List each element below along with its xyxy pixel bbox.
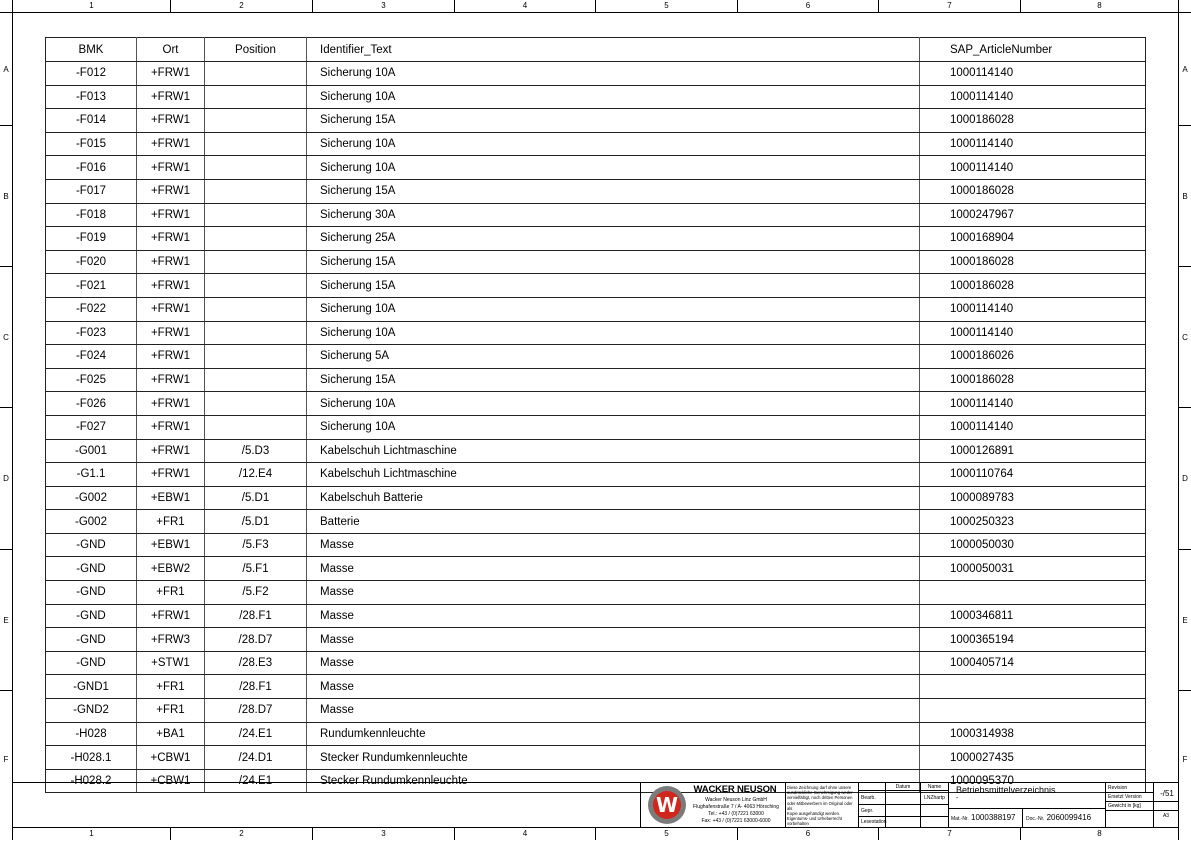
table-row <box>46 533 1146 557</box>
table-row <box>46 581 1146 605</box>
cell-sap-article-number: 1000114140 <box>920 321 1146 345</box>
cell-identifier-text: Masse <box>307 533 920 557</box>
cell-ort: +FRW1 <box>137 345 205 369</box>
cell-ort: +FRW1 <box>137 227 205 251</box>
table-row <box>46 179 1146 203</box>
ruler-row-f: F <box>0 690 12 828</box>
ruler-col-8: 8 <box>1020 0 1179 12</box>
title-block-rule <box>858 816 948 817</box>
cell-bmk: -G001 <box>46 439 137 463</box>
ruler-col-7: 7 <box>878 828 1020 840</box>
cell-bmk: -F022 <box>46 297 137 321</box>
cell-bmk: -F017 <box>46 179 137 203</box>
cell-identifier-text: Sicherung 5A <box>307 345 920 369</box>
cell-identifier-text: Masse <box>307 699 920 723</box>
bearb-name: LNZhartp <box>924 795 945 801</box>
cell-sap-article-number: 1000314938 <box>920 722 1146 746</box>
gewicht-label: Gewicht in [kg] <box>1108 803 1141 809</box>
company-fax: Fax: +43 / (0)7221 63000-6000 <box>701 818 771 824</box>
copyright-notice <box>787 785 859 827</box>
cell-bmk: -F025 <box>46 368 137 392</box>
ruler-col-6: 6 <box>737 0 878 12</box>
ruler-row-a: A <box>0 12 12 125</box>
cell-ort: +FRW1 <box>137 274 205 298</box>
cell-ort: +FRW3 <box>137 628 205 652</box>
copyright-line: Eigentums- und Urheberrecht vorbehalten <box>787 816 842 827</box>
table-row <box>46 203 1146 227</box>
cell-identifier-text: Masse <box>307 675 920 699</box>
cell-ort: +FRW1 <box>137 321 205 345</box>
table-row <box>46 274 1146 298</box>
cell-bmk: -H028.1 <box>46 746 137 770</box>
cell-position <box>205 392 307 416</box>
cell-bmk: -G1.1 <box>46 463 137 487</box>
cell-position: /5.D3 <box>205 439 307 463</box>
ruler-col-6: 6 <box>737 828 878 840</box>
company-address: Flughafenstraße 7 / A- 4063 Hörsching <box>693 804 779 810</box>
cell-identifier-text: Sicherung 10A <box>307 415 920 439</box>
copyright-line: vervielfältigt, noch dritten Personen <box>787 795 853 801</box>
material-number-value: 1000388197 <box>971 813 1016 822</box>
cell-bmk: -F015 <box>46 132 137 156</box>
ruler-col-3: 3 <box>312 0 454 12</box>
cell-sap-article-number <box>920 699 1146 723</box>
document-number-label: Doc.-Nr. <box>1026 816 1045 822</box>
row-ruler-left <box>0 12 12 828</box>
cell-ort: +EBW1 <box>137 486 205 510</box>
cell-sap-article-number: 1000250323 <box>920 510 1146 534</box>
table-row <box>46 227 1146 251</box>
ruler-row-e: E <box>1179 549 1191 690</box>
cell-bmk: -F014 <box>46 109 137 133</box>
ruler-col-8: 8 <box>1020 828 1179 840</box>
cell-bmk: -GND2 <box>46 699 137 723</box>
cell-position <box>205 179 307 203</box>
title-block-rule <box>1105 792 1153 793</box>
cell-ort: +FRW1 <box>137 85 205 109</box>
ruler-row-a: A <box>1179 12 1191 125</box>
cell-sap-article-number <box>920 581 1146 605</box>
cell-sap-article-number: 1000365194 <box>920 628 1146 652</box>
cell-position: /28.D7 <box>205 628 307 652</box>
header-identifier-text: Identifier_Text <box>307 38 920 62</box>
cell-ort: +FRW1 <box>137 109 205 133</box>
ruler-col-2: 2 <box>170 0 312 12</box>
cell-sap-article-number: 1000168904 <box>920 227 1146 251</box>
cell-position: /28.D7 <box>205 699 307 723</box>
table-row <box>46 368 1146 392</box>
cell-sap-article-number: 1000186028 <box>920 274 1146 298</box>
table-row <box>46 321 1146 345</box>
cell-position <box>205 203 307 227</box>
logo-letter: W <box>653 791 681 819</box>
cell-ort: +FRW1 <box>137 179 205 203</box>
cell-position <box>205 156 307 180</box>
cell-identifier-text: Kabelschuh Lichtmaschine <box>307 439 920 463</box>
cell-position <box>205 227 307 251</box>
cell-ort: +FRW1 <box>137 132 205 156</box>
ruler-col-5: 5 <box>595 828 737 840</box>
cell-position: /5.F1 <box>205 557 307 581</box>
document-number <box>1026 813 1091 822</box>
cell-position <box>205 250 307 274</box>
cell-bmk: -GND <box>46 557 137 581</box>
cell-identifier-text: Sicherung 10A <box>307 297 920 321</box>
cell-sap-article-number: 1000114140 <box>920 85 1146 109</box>
lesestation-label: Lesestation <box>861 819 887 825</box>
cell-bmk: -GND <box>46 651 137 675</box>
cell-ort: +FRW1 <box>137 463 205 487</box>
brand-name: WACKER NEUSON <box>693 784 777 795</box>
cell-ort: +FRW1 <box>137 368 205 392</box>
cell-sap-article-number: 1000186028 <box>920 179 1146 203</box>
table-header-row <box>46 38 1146 62</box>
sheet-number: -/51 <box>1160 789 1174 798</box>
cell-bmk: -F013 <box>46 85 137 109</box>
cell-bmk: -G002 <box>46 486 137 510</box>
datum-label: Datum <box>895 784 911 790</box>
cell-sap-article-number: 1000089783 <box>920 486 1146 510</box>
cell-ort: +FRW1 <box>137 203 205 227</box>
cell-sap-article-number: 1000186028 <box>920 109 1146 133</box>
cell-ort: +FRW1 <box>137 392 205 416</box>
table-row <box>46 604 1146 628</box>
cell-bmk: -F023 <box>46 321 137 345</box>
title-block-divider <box>1022 808 1023 828</box>
cell-bmk: -GND <box>46 581 137 605</box>
table-row <box>46 675 1146 699</box>
ruler-col-5: 5 <box>595 0 737 12</box>
copyright-line: Kopie ausgehändigt werden. <box>787 811 841 817</box>
cell-ort: +STW1 <box>137 651 205 675</box>
table-row <box>46 156 1146 180</box>
cell-bmk: -H028 <box>46 722 137 746</box>
cell-position <box>205 62 307 86</box>
document-number-value: 2060099416 <box>1046 813 1092 822</box>
cell-ort: +FRW1 <box>137 156 205 180</box>
ruler-row-b: B <box>1179 125 1191 266</box>
cell-identifier-text: Sicherung 15A <box>307 179 920 203</box>
cell-sap-article-number: 1000186026 <box>920 345 1146 369</box>
title-block-divider <box>785 782 786 828</box>
cell-bmk: -G002 <box>46 510 137 534</box>
cell-ort: +EBW1 <box>137 533 205 557</box>
cell-position: /28.F1 <box>205 675 307 699</box>
cell-position <box>205 132 307 156</box>
cell-position <box>205 345 307 369</box>
cell-identifier-text: Sicherung 10A <box>307 321 920 345</box>
cell-bmk: -GND <box>46 604 137 628</box>
cell-sap-article-number: 1000114140 <box>920 392 1146 416</box>
cell-position <box>205 415 307 439</box>
cell-sap-article-number: 1000126891 <box>920 439 1146 463</box>
cell-sap-article-number: 1000114140 <box>920 415 1146 439</box>
cell-identifier-text: Sicherung 15A <box>307 274 920 298</box>
cell-identifier-text: Masse <box>307 557 920 581</box>
cell-ort: +FRW1 <box>137 250 205 274</box>
cell-sap-article-number: 1000114140 <box>920 132 1146 156</box>
cell-identifier-text: Masse <box>307 604 920 628</box>
material-number <box>951 813 1016 822</box>
column-ruler-bottom <box>12 828 1179 840</box>
ruler-row-d: D <box>0 407 12 549</box>
cell-identifier-text: Batterie <box>307 510 920 534</box>
cell-identifier-text: Sicherung 10A <box>307 62 920 86</box>
row-ruler-right <box>1179 12 1191 828</box>
cell-bmk: -F012 <box>46 62 137 86</box>
ruler-col-2: 2 <box>170 828 312 840</box>
cell-bmk: -F018 <box>46 203 137 227</box>
table-row <box>46 297 1146 321</box>
table-row <box>46 722 1146 746</box>
title-block-top-rule <box>12 782 1179 783</box>
cell-ort: +BA1 <box>137 722 205 746</box>
cell-position <box>205 368 307 392</box>
table-row <box>46 109 1146 133</box>
cell-bmk: -F020 <box>46 250 137 274</box>
title-block-rule <box>1105 810 1179 811</box>
table-row <box>46 250 1146 274</box>
cell-position <box>205 85 307 109</box>
name-label: Name <box>927 784 942 790</box>
cell-position: /5.F2 <box>205 581 307 605</box>
cell-identifier-text: Masse <box>307 651 920 675</box>
cell-sap-article-number: 1000186028 <box>920 368 1146 392</box>
cell-ort: +FRW1 <box>137 415 205 439</box>
table-body <box>46 62 1146 796</box>
table-row <box>46 628 1146 652</box>
header-sap-article-number: SAP_ArticleNumber <box>920 38 1146 62</box>
cell-ort: +EBW2 <box>137 557 205 581</box>
cell-bmk: -F027 <box>46 415 137 439</box>
cell-identifier-text: Sicherung 10A <box>307 85 920 109</box>
title-block-divider <box>948 782 949 828</box>
cell-sap-article-number: 1000110764 <box>920 463 1146 487</box>
table-row <box>46 62 1146 86</box>
cell-identifier-text: Kabelschuh Lichtmaschine <box>307 463 920 487</box>
cell-sap-article-number: 1000027435 <box>920 746 1146 770</box>
title-block-rule <box>858 804 948 805</box>
copyright-line: ausdrückliche Genehmigung weder <box>787 790 853 796</box>
title-block-rule <box>858 790 948 791</box>
cell-identifier-text: Masse <box>307 581 920 605</box>
cell-ort: +FR1 <box>137 699 205 723</box>
cell-identifier-text: Stecker Rundumkennleuchte <box>307 746 920 770</box>
cell-position <box>205 109 307 133</box>
ruler-row-c: C <box>0 266 12 407</box>
cell-ort: +FR1 <box>137 510 205 534</box>
cell-ort: +FRW1 <box>137 439 205 463</box>
company-name: Wacker Neuson Linz GmbH <box>705 797 767 803</box>
table-row <box>46 651 1146 675</box>
ruler-col-1: 1 <box>12 0 170 12</box>
paper-format: A3 <box>1162 813 1170 819</box>
cell-position: /24.E1 <box>205 722 307 746</box>
ruler-row-b: B <box>0 125 12 266</box>
cell-bmk: -F021 <box>46 274 137 298</box>
cell-ort: +FRW1 <box>137 604 205 628</box>
cell-sap-article-number <box>920 675 1146 699</box>
cell-position: /12.E4 <box>205 463 307 487</box>
cell-ort: +FR1 <box>137 581 205 605</box>
cell-ort: +FR1 <box>137 675 205 699</box>
table-row <box>46 510 1146 534</box>
cell-sap-article-number: 1000114140 <box>920 156 1146 180</box>
cell-position: /28.F1 <box>205 604 307 628</box>
cell-identifier-text: Sicherung 10A <box>307 132 920 156</box>
cell-ort: +CBW1 <box>137 746 205 770</box>
cell-sap-article-number: 1000405714 <box>920 651 1146 675</box>
document-subtitle: - <box>956 795 959 802</box>
cell-position <box>205 321 307 345</box>
cell-identifier-text: Masse <box>307 628 920 652</box>
cell-identifier-text: Sicherung 15A <box>307 368 920 392</box>
table-row <box>46 746 1146 770</box>
cell-position <box>205 297 307 321</box>
cell-identifier-text: Sicherung 15A <box>307 250 920 274</box>
header-bmk: BMK <box>46 38 137 62</box>
table-row <box>46 132 1146 156</box>
table-row <box>46 486 1146 510</box>
cell-ort: +FRW1 <box>137 297 205 321</box>
cell-sap-article-number: 1000114140 <box>920 297 1146 321</box>
bearb-label: Bearb. <box>861 795 876 801</box>
document-title: Betriebsmittelverzeichnis <box>956 785 1056 795</box>
ruler-row-d: D <box>1179 407 1191 549</box>
cell-position <box>205 274 307 298</box>
company-phone: Tel.: +43 / (0)7221 63000 <box>708 811 764 817</box>
title-block-divider <box>1153 782 1154 828</box>
cell-bmk: -GND1 <box>46 675 137 699</box>
copyright-line: oder Mitbewerbern im Original oder als <box>787 800 853 811</box>
revision-label: Revision <box>1108 785 1128 791</box>
ruler-col-7: 7 <box>878 0 1020 12</box>
table-row <box>46 463 1146 487</box>
cell-identifier-text: Rundumkennleuchte <box>307 722 920 746</box>
table-row <box>46 345 1146 369</box>
cell-identifier-text: Sicherung 25A <box>307 227 920 251</box>
cell-identifier-text: Sicherung 15A <box>307 109 920 133</box>
table-row <box>46 557 1146 581</box>
ersetzt-label: Ersetzt Version <box>1108 794 1142 800</box>
cell-position: /24.D1 <box>205 746 307 770</box>
cell-ort: +FRW1 <box>137 62 205 86</box>
cell-sap-article-number: 1000247967 <box>920 203 1146 227</box>
cell-identifier-text: Sicherung 10A <box>307 156 920 180</box>
material-number-label: Mat.-Nr. <box>951 816 969 822</box>
cell-position: /28.E3 <box>205 651 307 675</box>
table-row <box>46 699 1146 723</box>
table-row <box>46 415 1146 439</box>
cell-bmk: -F019 <box>46 227 137 251</box>
gepr-label: Gepr. <box>861 808 874 814</box>
cell-sap-article-number: 1000050030 <box>920 533 1146 557</box>
title-block-divider <box>1105 782 1106 828</box>
table-row <box>46 85 1146 109</box>
cell-bmk: -F016 <box>46 156 137 180</box>
table-row <box>46 392 1146 416</box>
cell-position: /5.D1 <box>205 486 307 510</box>
equipment-list-table <box>45 37 1146 796</box>
cell-identifier-text: Kabelschuh Batterie <box>307 486 920 510</box>
ruler-col-4: 4 <box>454 828 595 840</box>
title-block-rule <box>948 808 1105 809</box>
cell-position: /5.F3 <box>205 533 307 557</box>
ruler-row-e: E <box>0 549 12 690</box>
cell-position: /5.D1 <box>205 510 307 534</box>
cell-bmk: -GND <box>46 533 137 557</box>
ruler-row-f: F <box>1179 690 1191 828</box>
cell-bmk: -GND <box>46 628 137 652</box>
cell-identifier-text: Sicherung 30A <box>307 203 920 227</box>
cell-bmk: -F026 <box>46 392 137 416</box>
title-block-divider <box>640 782 641 828</box>
ruler-row-c: C <box>1179 266 1191 407</box>
wacker-neuson-logo <box>648 786 686 824</box>
title-block-rule <box>1105 801 1179 802</box>
column-ruler-top <box>12 0 1179 12</box>
header-position: Position <box>205 38 307 62</box>
cell-identifier-text: Sicherung 10A <box>307 392 920 416</box>
header-ort: Ort <box>137 38 205 62</box>
table-row <box>46 439 1146 463</box>
cell-sap-article-number: 1000186028 <box>920 250 1146 274</box>
cell-sap-article-number: 1000114140 <box>920 62 1146 86</box>
cell-sap-article-number: 1000346811 <box>920 604 1146 628</box>
cell-bmk: -F024 <box>46 345 137 369</box>
ruler-col-1: 1 <box>12 828 170 840</box>
ruler-col-3: 3 <box>312 828 454 840</box>
cell-sap-article-number: 1000050031 <box>920 557 1146 581</box>
copyright-line: Diese Zeichnung darf ohne unsere <box>787 785 852 790</box>
ruler-col-4: 4 <box>454 0 595 12</box>
